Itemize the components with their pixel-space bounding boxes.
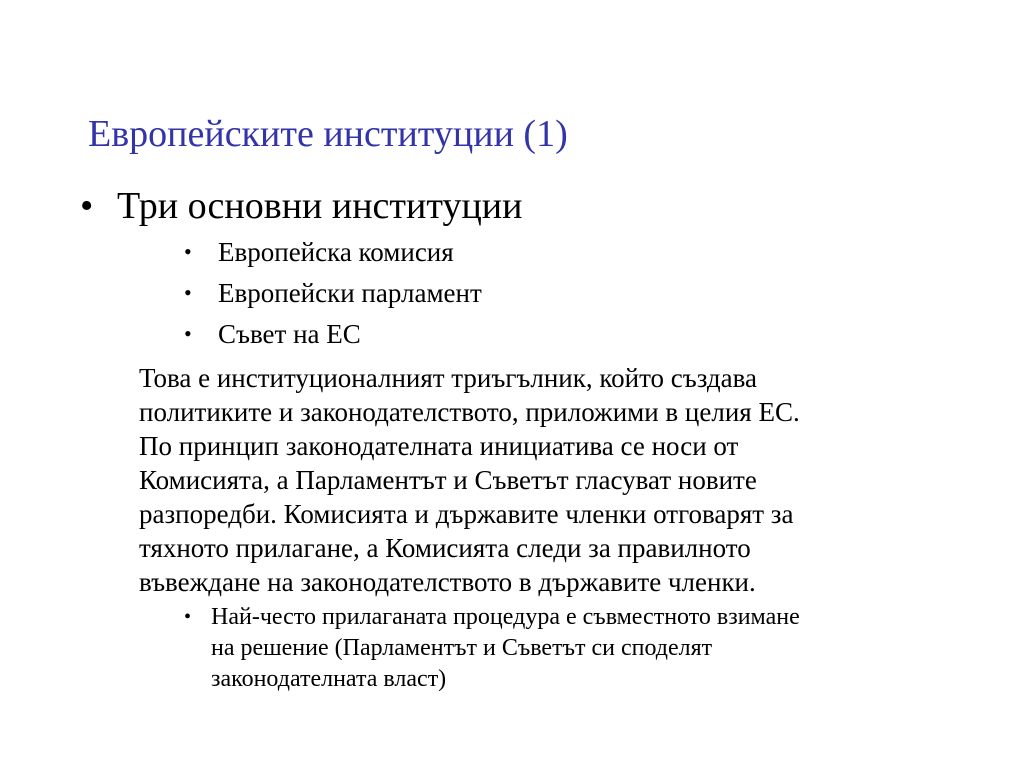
note-text — [211, 602, 800, 695]
paragraph-line: разпоредби. Комисията и държавите членки отговарят за — [139, 499, 794, 529]
note-line: законодателната власт) — [211, 666, 447, 692]
paragraph-line: Комисията, а Парламентът и Съветът гласуват новите — [139, 465, 757, 495]
paragraph-line: политиките и законодателството, приложими в целия ЕС. — [139, 397, 800, 427]
paragraph-line: Това е институционалният триъгълник, който създава — [139, 363, 757, 393]
list-item-text: Съвет на ЕС — [218, 319, 361, 349]
list-item-text: Европейска комисия — [218, 237, 454, 267]
note-line: Най-често прилаганата процедура е съвместното взимане — [211, 604, 800, 630]
bullet-dot: • — [184, 239, 192, 264]
body-paragraph — [139, 361, 800, 599]
bullet-dot: • — [80, 185, 94, 227]
main-bullet-text: Три основни институции — [117, 185, 523, 227]
note-line: на решение (Парламентът и Съветът си споделят — [211, 635, 713, 661]
paragraph-line: въвеждане на законодателството в държавите членки. — [139, 567, 756, 597]
paragraph-line: По принцип законодателната инициатива се носи от — [139, 431, 739, 461]
slide-title: Европейските институции (1) — [88, 113, 568, 155]
bullet-dot: • — [184, 321, 192, 346]
bullet-dot: • — [184, 606, 192, 628]
list-item-text: Европейски парламент — [218, 278, 482, 308]
bullet-dot: • — [184, 280, 192, 305]
paragraph-line: тяхното прилагане, а Комисията следи за правилното — [139, 533, 751, 563]
